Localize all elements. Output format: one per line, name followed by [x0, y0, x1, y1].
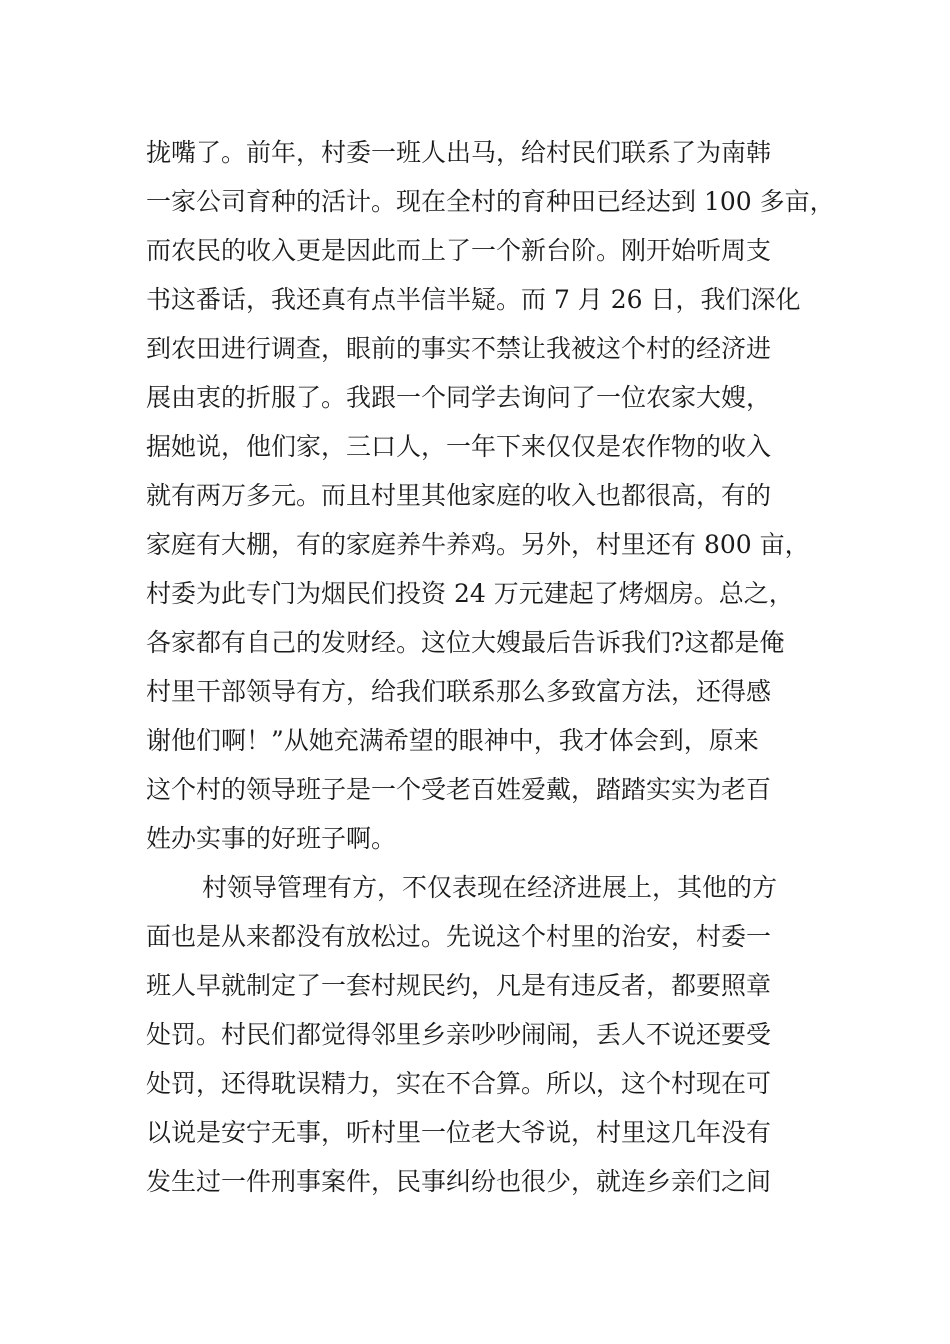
text-line: 就有两万多元。而且村里其他家庭的收入也都很高，有的 [146, 481, 772, 510]
text-line: 展由衷的折服了。我跟一个同学去询问了一位农家大嫂， [146, 383, 772, 412]
text-line: 到农田进行调查，眼前的事实不禁让我被这个村的经济进 [146, 334, 772, 363]
text-line: 村委为此专门为烟民们投资 24 万元建起了烤烟房。总之， [146, 579, 794, 608]
text-line: 这个村的领导班子是一个受老百姓爱戴，踏踏实实为老百 [146, 775, 772, 804]
text-line: 处罚，还得耽误精力，实在不合算。所以，这个村现在可 [146, 1069, 772, 1098]
text-line: 面也是从来都没有放松过。先说这个村里的治安，村委一 [146, 922, 772, 951]
text-line: 一家公司育种的活计。现在全村的育种田已经达到 100 多亩， [146, 187, 835, 216]
text-line: 而农民的收入更是因此而上了一个新台阶。刚开始听周支 [146, 236, 772, 265]
text-line: 村里干部领导有方，给我们联系那么多致富方法，还得感 [146, 677, 772, 706]
text-line: 班人早就制定了一套村规民约，凡是有违反者，都要照章 [146, 971, 772, 1000]
text-line: 拢嘴了。前年，村委一班人出马，给村民们联系了为南韩 [146, 138, 772, 167]
text-line: 发生过一件刑事案件，民事纠纷也很少，就连乡亲们之间 [146, 1167, 772, 1196]
text-line: 姓办实事的好班子啊。 [146, 824, 397, 853]
text-line: 处罚。村民们都觉得邻里乡亲吵吵闹闹，丢人不说还要受 [146, 1020, 772, 1049]
paragraph-start-line: 村领导管理有方，不仅表现在经济进展上，其他的方 [202, 873, 778, 902]
text-line: 书这番话，我还真有点半信半疑。而 7 月 26 日，我们深化 [146, 285, 801, 314]
text-line: 各家都有自己的发财经。这位大嫂最后告诉我们?这都是俺 [146, 628, 785, 657]
text-line: 谢他们啊！”从她充满希望的眼神中，我才体会到，原来 [146, 726, 759, 755]
text-line: 据她说，他们家，三口人，一年下来仅仅是农作物的收入 [146, 432, 772, 461]
body-text [146, 128, 835, 1206]
text-line: 家庭有大棚，有的家庭养牛养鸡。另外，村里还有 800 亩， [146, 530, 810, 559]
text-line: 以说是安宁无事，听村里一位老大爷说，村里这几年没有 [146, 1118, 772, 1147]
